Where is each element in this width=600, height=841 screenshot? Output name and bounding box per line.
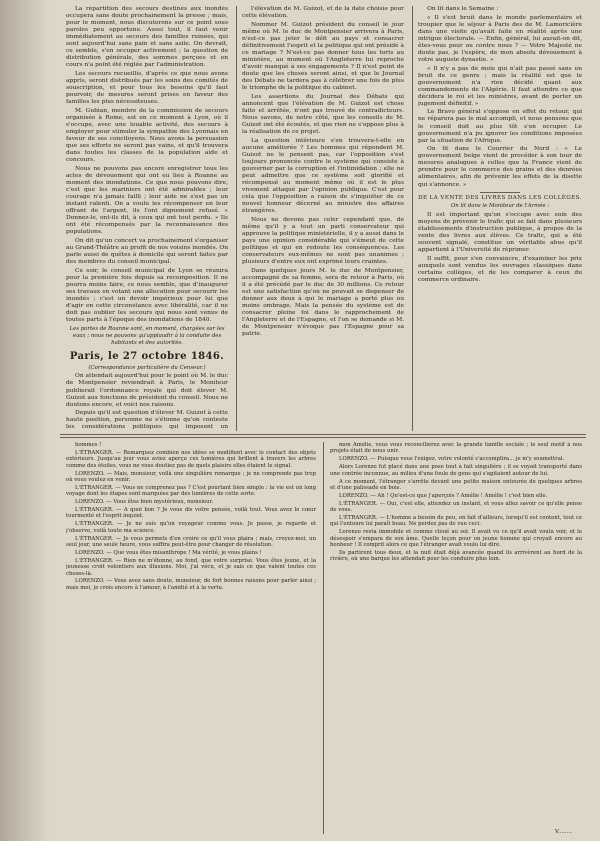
article-column-1 <box>66 6 228 431</box>
dialogue-line: hommes ! <box>75 442 102 448</box>
paragraph: On lit dans le Courrier du Nord : « Le gouvernement belge vient de procéder à son tour de mesures analogues à celles que la France vient de prendre pour le commerce des grains et des denrées alimentaires, afin de prévenir les effets de la disette qui s'annonce. » <box>418 146 582 188</box>
paragraph: Les assertions du Journal des Débats qui annoncent que l'élévation de M. Guizot est chose faite et arrêtée, n'ont pas trouvé de contradicteurs. Nous savons, de notre côté, que les conseils de M. Guizot ont été écoutés, et que rien ne s'oppose plus à la réalisation de ce projet. <box>242 93 404 135</box>
article-column-3 <box>418 6 582 431</box>
dialogue-line: L'ÉTRANGER. — Remarquez combien nos idées se modifient avec le contact des objets extérieurs. Jusqu'au jour vous aviez aperçu ces lumières qui brillent à travers les arbres comme des étoiles, vous ne vous doutiez pas de quels plaisirs elles étaient le signal. <box>66 449 316 469</box>
column-divider <box>412 6 413 431</box>
section-subheading: On lit dans le Moniteur de l'Armée : <box>450 203 550 210</box>
dialogue-line: LORENZO. — Ah ! Qu'est-ce que j'aperçois ? Amélie ! Amélie ! c'est bien elle. <box>339 492 548 499</box>
paragraph: La répartition des secours destinés aux inondés occupera sans doute prochainement la presse ; mais, pour le moment, nous discuterons sur ce point sous paroles peu opportune. Aussi tout, il faut venir immédiatement au secours des familles ruinées, qui sont aujourd'hui sans pain et sans asile. On devrait, ce semble, s'en occuper activement ; la question de distribution générale, des sommes perçues et en cours n'a point été réglée par l'administration. <box>66 6 228 69</box>
dialogue-line: mon Amélie, vous vous réconcilierez avec la grande famille sociale ; le seul motif à nos projets était de nous unir. <box>330 442 582 455</box>
dialogue-line: L'ÉTRANGER. — Rien ne m'étonne, au fond, que votre surprise. Vous êtes jeune, et la jeunesse croit volontiers aux illusions. Moi, j'ai vécu, et je sais ce que valent toutes ces choses-là. <box>66 557 316 577</box>
paragraph: « Il n'y a pas de mois qui n'ait pas passé sans un bruit de ce genre ; mais la réalité est que le gouvernement n'a rien décidé quant aux commandements de l'Algérie. Il faut attendre ce que décidera le roi et les ministres, avant de porter un jugement définitif. » <box>418 65 582 107</box>
dialogue-line: L'ÉTRANGER. — L'homme a besoin de peu, on fait d'ailleurs, lorsqu'il est content, tout ce qui l'entoure lui paraît beau. Ne perdez pas de vue ceci. <box>330 515 582 528</box>
paragraph: Le Bravo général s'oppose en effet du retour, qui ne réparera pas le mal accompli, et nous pensons que le conseil doit au plus tôt s'en occuper. Le gouvernement n'a pu ignorer les conditions imposées par la situation de l'Afrique. <box>418 109 582 144</box>
paragraph: Les secours recueillis, d'après ce que nous avons appris, seront distribués par les soins des comités de souscription, et pour tous les besoins qu'il faut pourvoir, de mesures seront prises en faveur des familles les plus nécessiteuses. <box>66 71 228 106</box>
dialogue-line: LORENZO. — Que vous êtes misanthrope ! Ma vérité, je vous plains ! <box>75 549 262 556</box>
feuilleton-column-1 <box>66 442 316 834</box>
dialogue-line: A ce moment, l'étranger s'arrête devant une petite maison entourée de quelques arbres et d'une palissade en bois. <box>330 478 582 491</box>
section-heading: DE LA VENTE DES LIVRES DANS LES COLLÈGES. <box>418 195 582 202</box>
dialogue-line: L'ÉTRANGER. — Vous ne comprenez pas ? C'est pourtant bien simple : la vie est un long voyage dont les étapes sont marquées par des lumières de cette sorte. <box>66 484 316 498</box>
telegraph-note: (Correspondance particulière du Censeur.) <box>88 364 206 371</box>
dialogue-line: LORENZO. — Mais, monsieur, voilà une singulière remarque ; je ne comprends pas trop où vous voulez en venir. <box>66 470 316 483</box>
feuilleton-column-2 <box>330 442 582 834</box>
price-notice: Les portes de Roanne sont, en moment, chargées sur les eaux ; nous ne pouvons qu'applaudir à la conduite des habitants et des autorités. <box>69 325 225 346</box>
dialogue-line: Ils partirent tous deux, et la nuit était déjà avancée quand ils arrivèrent au bord de la rivière, où une barque les attendait pour les conduire plus loin. <box>330 549 582 563</box>
paragraph: « Il s'est bruit dans le monde parlementaire et troupier que le séjour à Paris des de M. Lamoricière dans une visite qu'avait faite en réalité après une intrigue électorale. — Enfin, général, lui aurait-on dit, êtes-vous pour ou contre nous ? — Votre Majesté ne doute pas, je l'espère, de mon absolu dévouement à votre auguste dynastie. » <box>418 14 582 63</box>
paragraph: Ce soir, le conseil municipal de Lyon se réunira pour la première fois depuis sa recomposition. Il ne pourra moins faire, ce nous semble, que d'inaugurer ses travaux en votant une allocation pour secourir les inondés ; c'est un devoir impérieux pour lui que d'agir en cette circonstance avec libéralité, car il ne doit pas oublier les secours qui nous sont venus de toutes parts à l'époque des inondations de 1840. <box>66 267 228 323</box>
paragraph: On lit dans le Semaine : <box>427 6 499 12</box>
dateline-headline: Paris, le 27 octobre 1846. <box>69 350 225 362</box>
paragraph: Nous ne devons pas celer cependant que, de même qu'il y a tout un parti conservateur qui approuve la politique ministérielle, il y a aussi dans le pays une opinion considérable qui s'émeut de cette politique et qui en redoute les conséquences. Les conservateurs eux-mêmes ne sont pas unanimes ; plusieurs d'entre eux ont exprimé leurs craintes. <box>242 216 404 266</box>
paragraph: Il est important qu'on s'occupe avec soin des moyens de prévenir le trafic qui se fait dans plusieurs établissements d'instruction publique, à propos de la vente des livres aux élèves. Ce trafic, qui a été souvent signalé, constitue un véritable abus qu'il appartient à l'Université de réprimer. <box>418 211 582 254</box>
article-column-2 <box>242 6 404 431</box>
feuilleton-divider <box>60 434 586 435</box>
column-divider <box>236 6 237 431</box>
paragraph: Il suffit, pour s'en convaincre, d'examiner les prix auxquels sont vendus les ouvrages classiques dans certains collèges, et de les comparer à ceux du commerce ordinaire. <box>418 255 582 283</box>
paragraph: Nommer M. Guizot président du conseil le jour même où M. le duc de Montpensier arrivera à Paris, n'est-ce pas jeter le défi au pays et consacrer définitivement l'esprit et la politique qui ont présidé à ce mariage ? N'est-ce pas donner tous les torts au ministère, au moment où l'Angleterre lui reproche d'avoir manqué à ses engagements ? Il n'est point de doute que les choses seront ainsi, et que le Journal des Débats ne tardera pas à célébrer une fois de plus le triomphe de la politique du cabinet. <box>242 21 404 92</box>
dialogue-line: L'ÉTRANGER. — Oui, c'est elle, attendez un instant, et vous allez savoir ce qu'elle pense de vous. <box>330 500 582 514</box>
dialogue-line: Lorenzo resta immobile et comme cloué au sol. Il avait vu ce qu'il avait voulu voir, et le désespoir s'empara de son âme. Quelle leçon pour un jeune homme qui croyait encore au bonheur ! Il comprit alors ce que l'étranger avait voulu lui dire. <box>330 529 582 548</box>
dialogue-line: L'ÉTRANGER. — Je vous permets d'en croire ce qu'il vous plaira ; mais, croyez-moi, un seul jour, une seule heure, vous suffira peut-être pour changer de résolution. <box>66 535 316 548</box>
paragraph: M. Gubian, membre de la commission de secours organisée à Rome, est en ce moment à Lyon, où il s'occupe, avec une louable activité, des secours à employer pour stimuler la sympathie des Lyonnais en faveur de ses concitoyens. Nous avons la persuasion que ses efforts ne seront pas vains, et qu'il trouvera dans toutes les classes de la population aide et concours. <box>66 107 228 164</box>
feuilleton-column-divider <box>323 442 324 834</box>
dialogue-line: LORENZO. — Vous êtes bien mystérieux, monsieur. <box>75 499 214 506</box>
scan-binding-shadow <box>0 0 50 841</box>
paragraph: Depuis qu'il est question d'élever M. Guizot à cette haute position, personne ne s'étonne qu'on conteste les considérations politiques qui imposent un <box>66 410 228 431</box>
feuilleton-divider-thin <box>60 437 586 438</box>
dialogue-line: LORENZO. — Vous avez sans doute, monsieur, de fort bonnes raisons pour parler ainsi ; mais moi, je crois encore à l'amour, à l'amitié et à la vertu. <box>66 578 316 591</box>
paragraph: Dans quelques jours M. le duc de Montpensier, accompagné de sa femme, sera de retour à Paris, où il a été précédé par le duc de 30 millions. Ce retour est une satisfaction qu'on ne pouvait se dispenser de donner aux deux à qui le mariage a porté plus ou moins ombrage. Mais la pensée du système est de consacrer pleine foi dans le rapprochement de l'Angleterre et de l'Espagne, et l'on se demande si M. de Montpensier n'évoque pas l'Espagne pour sa patrie. <box>242 267 404 338</box>
paragraph: l'élévation de M. Guizot, et de la date choisie pour cette élévation. <box>242 6 404 20</box>
dialogue-line: Alors Lorenzo fut placé dans une pose tout à fait singulière ; il se voyait transporté dans une contrée inconnue, au milieu d'une foule de gens qui s'agitaient autour de lui. <box>330 464 582 477</box>
dialogue-line: L'ÉTRANGER. — A quoi bon ? Je vous dis votre pensée, voilà tout. Vous avez le cœur tourmenté et l'esprit inquiet. <box>66 507 316 520</box>
paragraph: Nous ne pouvons pas encore enregistrer tous les actes de dévouement qui ont eu lieu à Roanne au moment des inondations. Ce que nous pouvons dire, c'est que les mariniers ont été admirables ; leur courage n'a jamais failli ; leur aide ne s'est pas un instant ralenti. On a voulu les récompenser en leur offrant de l'argent, ils l'ont dignement refusé. « Donnez-le, ont-ils dit, à ceux qui ont tout perdu. » Ils ont été récompensés par la reconnaissance des populations. <box>66 165 228 236</box>
section-rule <box>480 192 520 193</box>
paragraph: On dit qu'un concert va prochainement s'organiser au Grand-Théâtre au profit de nos voisins inondés. On parle aussi de quêtes à domicile qui seront faites par des membres du conseil municipal. <box>66 237 228 266</box>
continuation-mark: V........ <box>555 829 572 835</box>
dialogue-line: L'ÉTRANGER. — Je ne suis qu'un voyageur comme vous. Je passe, je regarde et j'observe, voilà toute ma science. <box>66 521 316 534</box>
dialogue-line: LORENZO. — Puisque vous l'exigez, votre volonté s'accomplira... je m'y soumettrai. <box>339 456 565 463</box>
paragraph: On attendait aujourd'hui pour le point où M. le duc de Montpensier reviendrait à Paris, le Moniteur publierait l'ordonnance royale qui doit élever M. Guizot aux fonctions de président du conseil. Nous ne doutons encore, et voici nos raisons. <box>66 373 228 408</box>
paragraph: La question intérieure s'en trouvera-t-elle en aucune améliorée ? Les hommes qui répondent M. Guizot ne le pensent pas, car l'opposition s'est toujours prononcée contre le système qui consiste à gouverner par la corruption et l'intimidation ; elle ne peut admettre que ce système soit glorifié et récompensé au moment même où il est le plus vivement attaqué par l'opinion publique. C'est pour cela que l'opposition a raison de s'inquiéter de ce nouvel honneur décerné au ministre des affaires étrangères. <box>242 137 404 215</box>
